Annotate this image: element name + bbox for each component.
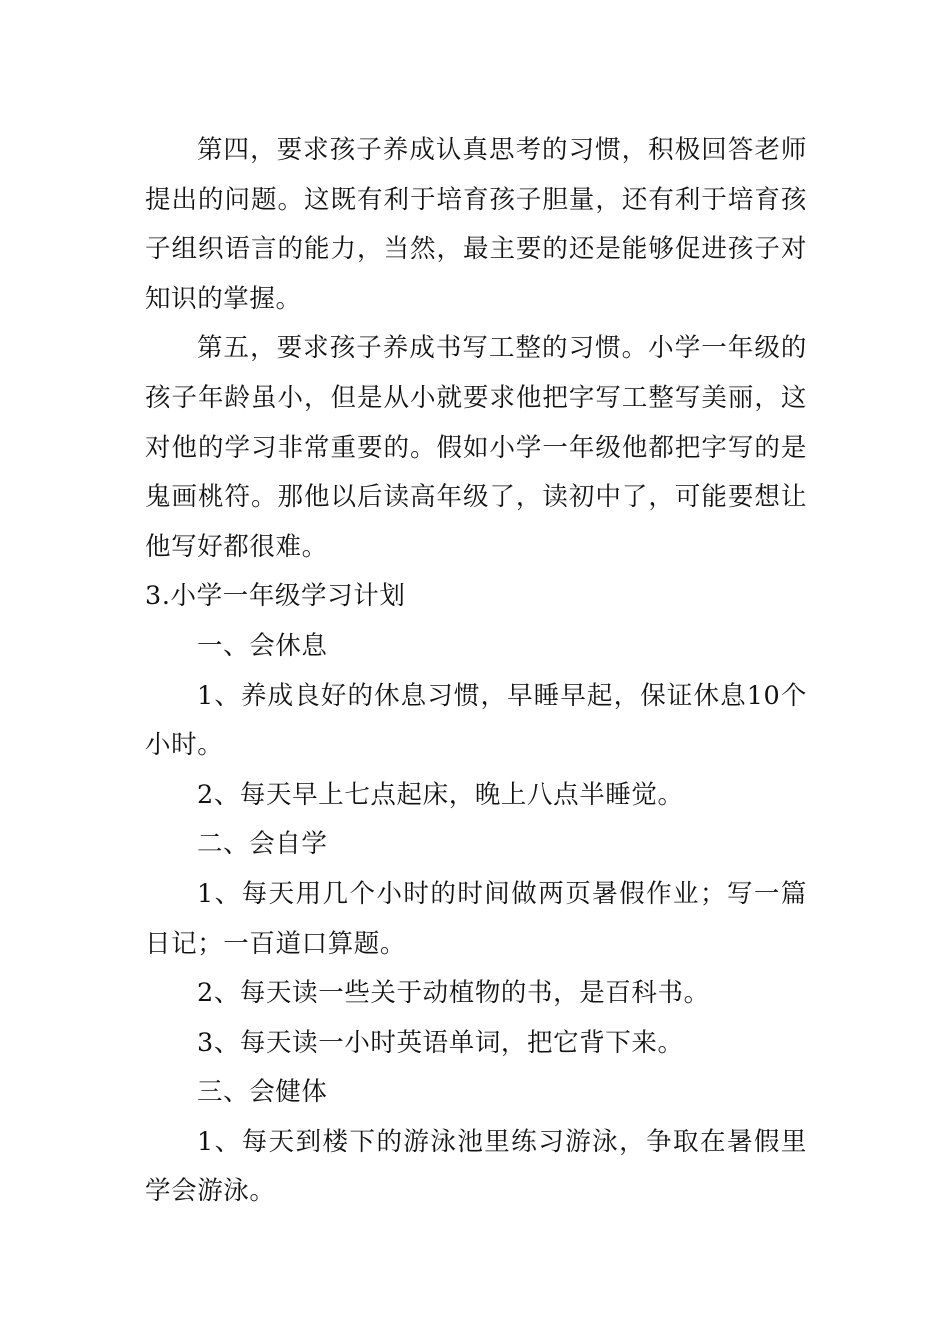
list-item-study-2: 2、每天读一些关于动植物的书，是百科书。 (197, 978, 710, 1009)
list-item-rest-1: 1、养成良好的休息习惯，早睡早起，保证休息10个小时。 (145, 680, 807, 761)
list-item-fitness-1: 1、每天到楼下的游泳池里练习游泳，争取在暑假里学会游泳。 (145, 1126, 807, 1207)
subheading-self-study: 二、会自学 (197, 829, 328, 860)
paragraph-habit-writing: 第五，要求孩子养成书写工整的习惯。小学一年级的孩子年龄虽小，但是从小就要求他把字写工整写美丽，这对他的学习非常重要的。假如小学一年级他都把字写的是鬼画桃符。那他以后读高年级了，读初中了，可能要想让他写好都很难。 (145, 333, 807, 562)
document-body (145, 126, 807, 1217)
list-item-study-3: 3、每天读一小时英语单词，把它背下来。 (197, 1027, 684, 1058)
list-item-rest-2: 2、每天早上七点起床，晚上八点半睡觉。 (197, 779, 684, 810)
section-heading: 3.小学一年级学习计划 (145, 581, 406, 612)
subheading-fitness: 三、会健体 (197, 1077, 328, 1108)
subheading-rest: 一、会休息 (197, 630, 328, 661)
paragraph-habit-thinking: 第四，要求孩子养成认真思考的习惯，积极回答老师提出的问题。这既有利于培育孩子胆量，还有利于培育孩子组织语言的能力，当然，最主要的还是能够促进孩子对知识的掌握。 (145, 135, 807, 314)
list-item-study-1: 1、每天用几个小时的时间做两页暑假作业；写一篇日记；一百道口算题。 (145, 878, 807, 959)
